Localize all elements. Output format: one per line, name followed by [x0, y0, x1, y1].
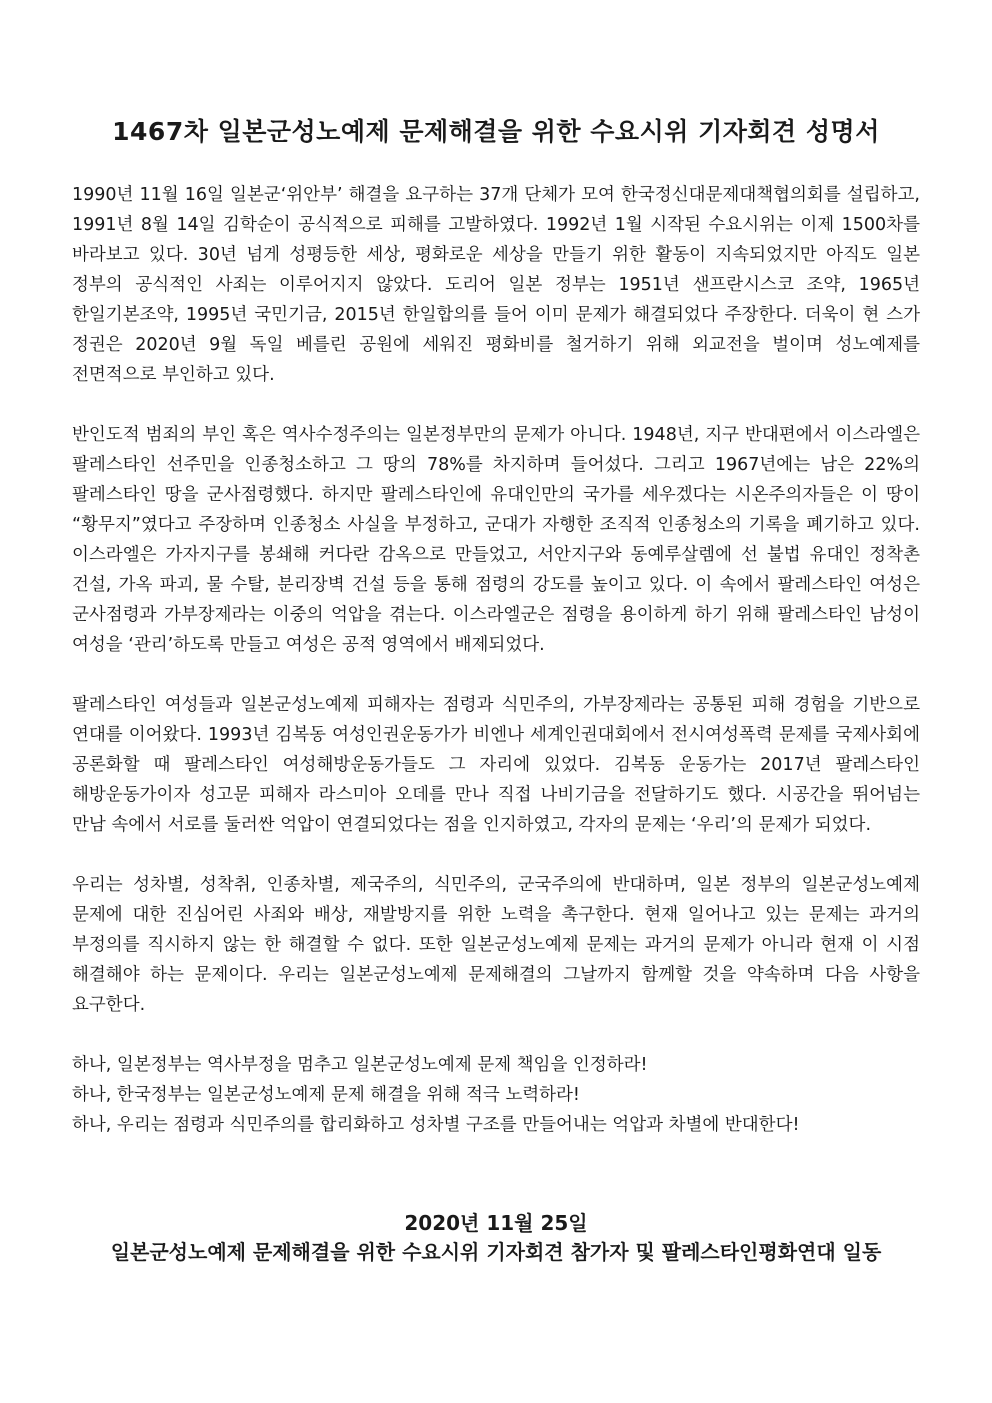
- paragraph-demands-intro: 우리는 성차별, 성착취, 인종차별, 제국주의, 식민주의, 군국주의에 반대하며, 일본 정부의 일본군성노예제 문제에 대한 진심어린 사죄와 배상, 재발방지를 위한 노력을 촉구한다. 현재 일어나고 있는 문제는 과거의 부정의를 직시하지 않는 한 해결할 수 없다. 또한 일본군성노예제 문제는 과거의 문제가 아니라 현재 이 시점 해결해야 하는 문제이다. 우리는 일본군성노예제 문제해결의 그날까지 함께할 것을 약속하며 다음 사항을 요구한다.: [72, 875, 920, 1015]
- paragraph-history: 1990년 11월 16일 일본군‘위안부’ 해결을 요구하는 37개 단체가 모여 한국정신대문제대책협의회를 설립하고, 1991년 8월 14일 김학순이 공식적으로 피해를 고발하였다. 1992년 1월 시작된 수요시위는 이제 1500차를 바라보고 있다. 30년 넘게 성평등한 세상, 평화로운 세상을 만들기 위한 활동이 지속되었지만 아직도 일본 정부의 공식적인 사죄는 이루어지지 않았다. 도리어 일본 정부는 1951년 샌프란시스코 조약, 1965년 한일기본조약, 1995년 국민기금, 2015년 한일합의를 들어 이미 문제가 해결되었다 주장한다. 더욱이 현 스가 정권은 2020년 9월 독일 베를린 공원에 세워진 평화비를 철거하기 위해 외교전을 벌이며 성노예제를 전면적으로 부인하고 있다.: [72, 185, 920, 385]
- signature-date: 2020년 11월 25일: [404, 1211, 588, 1235]
- signature-organization: 일본군성노예제 문제해결을 위한 수요시위 기자회견 참가자 및 팔레스타인평화연대 일동: [110, 1240, 882, 1264]
- demand-item: 하나, 한국정부는 일본군성노예제 문제 해결을 위해 적극 노력하라!: [72, 1085, 580, 1105]
- demand-item: 하나, 우리는 점령과 식민주의를 합리화하고 성차별 구조를 만들어내는 억압과 차별에 반대한다!: [72, 1115, 800, 1135]
- paragraph-solidarity: 팔레스타인 여성들과 일본군성노예제 피해자는 점령과 식민주의, 가부장제라는 공통된 피해 경험을 기반으로 연대를 이어왔다. 1993년 김복동 여성인권운동가가 비엔나 세계인권대회에서 전시여성폭력 문제를 국제사회에 공론화할 때 팔레스타인 여성해방운동가들도 그 자리에 있었다. 김복동 운동가는 2017년 팔레스타인 해방운동가이자 성고문 피해자 라스미아 오데를 만나 직접 나비기금을 전달하기도 했다. 시공간을 뛰어넘는 만남 속에서 서로를 둘러싼 억압이 연결되었다는 점을 인지하였고, 각자의 문제는 ‘우리’의 문제가 되었다.: [72, 695, 920, 835]
- statement-body: [72, 180, 920, 1140]
- demand-item: 하나, 일본정부는 역사부정을 멈추고 일본군성노예제 문제 책임을 인정하라!: [72, 1055, 648, 1075]
- paragraph-palestine: 반인도적 범죄의 부인 혹은 역사수정주의는 일본정부만의 문제가 아니다. 1948년, 지구 반대편에서 이스라엘은 팔레스타인 선주민을 인종청소하고 그 땅의 78%를 차지하며 들어섰다. 그리고 1967년에는 남은 22%의 팔레스타인 땅을 군사점령했다. 하지만 팔레스타인에 유대인만의 국가를 세우겠다는 시온주의자들은 이 땅이 “황무지”였다고 주장하며 인종청소 사실을 부정하고, 군대가 자행한 조직적 인종청소의 기록을 폐기하고 있다. 이스라엘은 가자지구를 봉쇄해 커다란 감옥으로 만들었고, 서안지구와 동예루살렘에 선 불법 유대인 정착촌 건설, 가옥 파괴, 물 수탈, 분리장벽 건설 등을 통해 점령의 강도를 높이고 있다. 이 속에서 팔레스타인 여성은 군사점령과 가부장제라는 이중의 억압을 겪는다. 이스라엘군은 점령을 용이하게 하기 위해 팔레스타인 남성이 여성을 ‘관리’하도록 만들고 여성은 공적 영역에서 배제되었다.: [72, 425, 920, 655]
- document-title: 1467차 일본군성노예제 문제해결을 위한 수요시위 기자회견 성명서: [112, 117, 880, 146]
- demands-list: [72, 1050, 920, 1140]
